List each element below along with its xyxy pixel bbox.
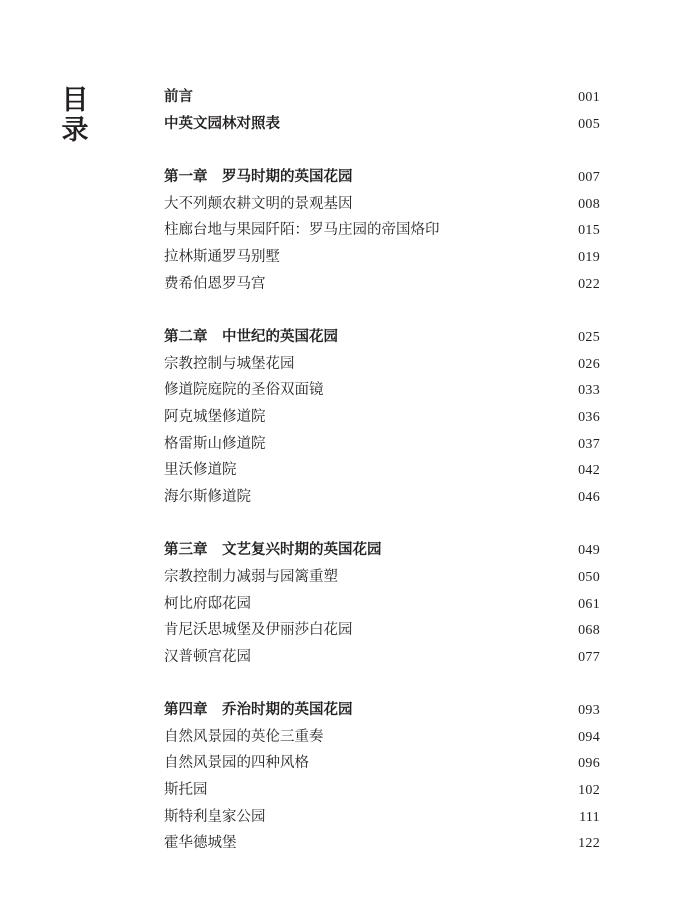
toc-page-number: 008: [578, 196, 600, 212]
toc-entry-title: 柯比府邸花园: [164, 595, 251, 612]
toc-heading: [58, 86, 92, 146]
toc-group: [164, 537, 600, 670]
toc-entry-title: 中英文园林对照表: [164, 114, 280, 132]
toc-group: [164, 164, 600, 297]
toc-section-entry[interactable]: [164, 724, 600, 751]
toc-entry-title: 汉普顿宫花园: [164, 648, 251, 665]
toc-section-entry[interactable]: [164, 591, 600, 618]
toc-section-entry[interactable]: [164, 777, 600, 804]
toc-page-number: 001: [578, 90, 600, 105]
toc-page-number: 111: [579, 809, 600, 825]
toc-chapter-entry[interactable]: [164, 324, 600, 351]
toc-section-entry[interactable]: [164, 244, 600, 271]
toc-page-number: 096: [578, 756, 600, 772]
toc-entry-title: 自然风景园的四种风格: [164, 755, 309, 772]
toc-page-number: 094: [578, 729, 600, 745]
toc-page-number: 022: [578, 276, 600, 292]
toc-page-number: 015: [578, 223, 600, 239]
toc-section-entry[interactable]: [164, 644, 600, 671]
toc-page-number: 042: [578, 463, 600, 479]
toc-entry-title: 第二章 中世纪的英国花园: [164, 328, 338, 346]
toc-section-entry[interactable]: [164, 377, 600, 404]
toc-page-number: 068: [578, 623, 600, 639]
toc-chapter-entry[interactable]: [164, 84, 600, 111]
toc-entry-title: 费希伯恩罗马宫: [164, 275, 266, 292]
toc-heading-char: 录: [61, 115, 89, 146]
toc-page-number: 025: [578, 330, 600, 346]
toc-section-entry[interactable]: [164, 750, 600, 777]
toc-chapter-entry[interactable]: [164, 111, 600, 138]
toc-group: [164, 324, 600, 510]
toc-group: [164, 84, 600, 137]
toc-entry-title: 大不列颠农耕文明的景观基因: [164, 195, 353, 212]
toc-entry-title: 格雷斯山修道院: [164, 435, 266, 452]
toc-section-entry[interactable]: [164, 804, 600, 831]
toc-entry-title: 柱廊台地与果园阡陌：罗马庄园的帝国烙印: [164, 222, 440, 239]
toc-page-number: 033: [578, 383, 600, 399]
toc-section-entry[interactable]: [164, 191, 600, 218]
toc-page-number: 007: [578, 170, 600, 186]
toc-section-entry[interactable]: [164, 431, 600, 458]
toc-page-number: 050: [578, 569, 600, 585]
toc-list: [164, 84, 600, 884]
toc-entry-title: 修道院庭院的圣俗双面镜: [164, 382, 324, 399]
toc-chapter-entry[interactable]: [164, 537, 600, 564]
toc-entry-title: 第三章 文艺复兴时期的英国花园: [164, 541, 382, 559]
toc-entry-title: 第一章 罗马时期的英国花园: [164, 168, 353, 186]
toc-section-entry[interactable]: [164, 404, 600, 431]
toc-entry-title: 霍华德城堡: [164, 835, 237, 852]
toc-page-number: 102: [578, 783, 600, 799]
toc-group: [164, 697, 600, 857]
toc-section-entry[interactable]: [164, 351, 600, 378]
toc-page-number: 049: [578, 543, 600, 559]
toc-entry-title: 斯特利皇家公园: [164, 808, 266, 825]
toc-entry-title: 前言: [164, 88, 193, 105]
toc-entry-title: 自然风景园的英伦三重奏: [164, 728, 324, 745]
toc-page-number: 093: [578, 703, 600, 719]
toc-page-number: 019: [578, 249, 600, 265]
toc-heading-char: 目: [61, 85, 89, 116]
toc-page-number: 026: [578, 356, 600, 372]
toc-page-number: 046: [578, 489, 600, 505]
toc-entry-title: 宗教控制与城堡花园: [164, 355, 295, 372]
toc-entry-title: 海尔斯修道院: [164, 488, 251, 505]
toc-chapter-entry[interactable]: [164, 697, 600, 724]
toc-chapter-entry[interactable]: [164, 164, 600, 191]
toc-entry-title: 拉林斯通罗马别墅: [164, 248, 280, 265]
toc-section-entry[interactable]: [164, 830, 600, 857]
toc-section-entry[interactable]: [164, 457, 600, 484]
toc-entry-title: 斯托园: [164, 782, 208, 799]
toc-page-number: 122: [578, 836, 600, 852]
toc-section-entry[interactable]: [164, 564, 600, 591]
toc-page-number: 061: [578, 596, 600, 612]
toc-page-number: 077: [578, 649, 600, 665]
toc-section-entry[interactable]: [164, 617, 600, 644]
toc-section-entry[interactable]: [164, 484, 600, 511]
toc-page-number: 037: [578, 436, 600, 452]
toc-page-number: 005: [578, 116, 600, 132]
toc-section-entry[interactable]: [164, 271, 600, 298]
toc-entry-title: 宗教控制力减弱与园篱重塑: [164, 568, 338, 585]
toc-entry-title: 阿克城堡修道院: [164, 408, 266, 425]
toc-page-number: 036: [578, 409, 600, 425]
toc-entry-title: 里沃修道院: [164, 462, 237, 479]
toc-entry-title: 肯尼沃思城堡及伊丽莎白花园: [164, 622, 353, 639]
toc-entry-title: 第四章 乔治时期的英国花园: [164, 701, 353, 719]
toc-section-entry[interactable]: [164, 217, 600, 244]
